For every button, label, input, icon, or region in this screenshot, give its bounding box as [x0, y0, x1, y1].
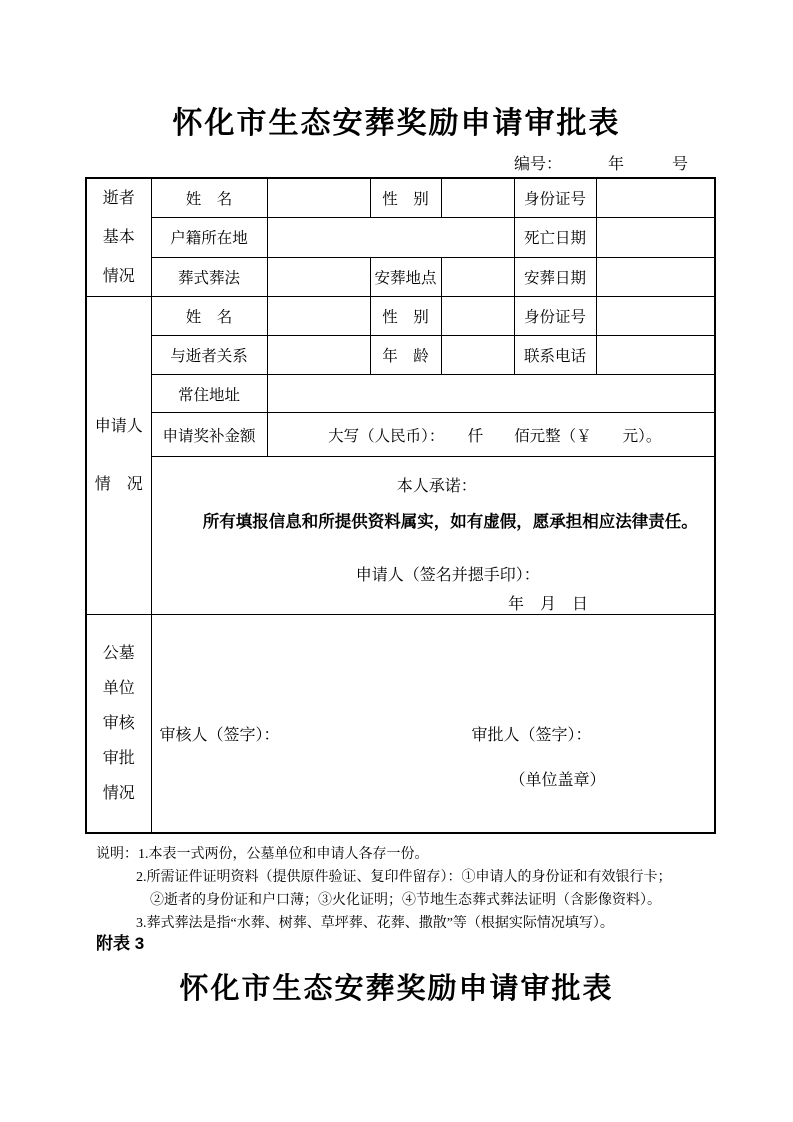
- table-row: [86, 257, 715, 296]
- note-line-4: 3.葬式葬法是指“水葬、树葬、草坪葬、花葬、撒散”等（根据实际情况填写）。: [136, 916, 614, 931]
- applicant-id-value-cell: [596, 297, 715, 336]
- relation-value-cell: [267, 336, 370, 375]
- commitment-date-label: 年 月 日: [507, 596, 588, 613]
- appendix-label: 附表 3: [96, 934, 145, 953]
- section-line: 审核: [102, 714, 135, 732]
- deceased-death-date-value-cell: [596, 217, 715, 257]
- commitment-intro: 本人承诺：: [396, 478, 477, 495]
- applicant-id-label: 身份证号: [514, 297, 596, 336]
- applicant-name-value-cell: [267, 297, 370, 336]
- relation-label: 与逝者关系: [151, 336, 267, 375]
- deceased-gender-label: 性 别: [370, 178, 441, 217]
- section-header-applicant: [86, 297, 151, 615]
- note-line-2: 2.所需证件证明资料（提供原件验证、复印件留存）：①申请人的身份证和有效银行卡；: [136, 870, 672, 885]
- deceased-id-label: 身份证号: [514, 178, 596, 217]
- commitment-statement: 所有填报信息和所提供资料属实，如有虚假，愿承担相应法律责任。: [202, 512, 698, 531]
- applicant-gender-label: 性 别: [370, 297, 441, 336]
- age-value-cell: [441, 336, 514, 375]
- amount-label: 申请奖补金额: [151, 413, 267, 457]
- section-line: 情 况: [94, 475, 143, 493]
- address-value-cell: [267, 375, 715, 413]
- notes-block: [96, 843, 756, 935]
- doc-title: 怀化市生态安葬奖励申请审批表: [172, 107, 621, 140]
- burial-method-value-cell: [267, 257, 370, 296]
- burial-date-label: 安葬日期: [514, 257, 596, 296]
- notes-label: 说明：: [96, 847, 138, 862]
- table-row: [86, 457, 715, 615]
- table-row: [86, 413, 715, 457]
- section-line: 申请人: [94, 417, 143, 435]
- burial-date-value-cell: [596, 257, 715, 296]
- applicant-name-label: 姓 名: [151, 297, 267, 336]
- phone-value-cell: [596, 336, 715, 375]
- burial-method-label: 葬式葬法: [151, 257, 267, 296]
- note-line-3: ②逝者的身份证和户口薄；③火化证明；④节地生态葬式葬法证明（含影像资料）。: [150, 893, 661, 908]
- serial-number-line: [85, 151, 714, 174]
- serial-year-label: 年: [607, 156, 624, 173]
- deceased-name-value-cell: [267, 178, 370, 217]
- commitment-cell: [151, 457, 715, 615]
- section-line: 情况: [102, 784, 135, 802]
- unit-seal-label: （单位盖章）: [509, 772, 606, 789]
- footer-doc-title: 怀化市生态安葬奖励申请审批表: [179, 973, 614, 1005]
- note-line-1: 说明：1.本表一式两份，公墓单位和申请人各存一份。: [96, 847, 429, 862]
- section-line: 公墓: [102, 644, 135, 662]
- section-line: 情况: [102, 268, 135, 285]
- table-row: [86, 178, 715, 217]
- burial-place-label: 安葬地点: [370, 257, 441, 296]
- table-row: [86, 375, 715, 413]
- application-form-table: [85, 177, 716, 834]
- serial-label: 编号：: [513, 156, 562, 173]
- serial-no-label: 号: [671, 156, 688, 173]
- deceased-residence-label: 户籍所在地: [151, 217, 267, 257]
- table-row: [86, 615, 715, 833]
- address-label: 常住地址: [151, 375, 267, 413]
- deceased-id-value-cell: [596, 178, 715, 217]
- section-line: 单位: [102, 679, 135, 697]
- review-cell: [151, 615, 715, 833]
- table-row: [86, 217, 715, 257]
- burial-place-value-cell: [441, 257, 514, 296]
- age-label: 年 龄: [370, 336, 441, 375]
- deceased-name-label: 姓 名: [151, 178, 267, 217]
- approver-signature-label: 审批人（签字）：: [471, 727, 592, 744]
- table-row: [86, 297, 715, 336]
- section-header-deceased: [86, 178, 151, 297]
- deceased-residence-value-cell: [267, 217, 514, 257]
- amount-value-cell: 大写（人民币）： 仟 佰元整（￥ 元）。: [267, 413, 715, 457]
- reviewer-signature-label: 审核人（签字）：: [159, 727, 280, 744]
- deceased-gender-value-cell: [441, 178, 514, 217]
- deceased-death-date-label: 死亡日期: [514, 217, 596, 257]
- applicant-signature-label: 申请人（签名并摁手印）：: [355, 567, 540, 584]
- section-line: 逝者: [102, 190, 135, 207]
- table-row: [86, 336, 715, 375]
- section-line: 审批: [102, 749, 135, 767]
- section-line: 基本: [102, 229, 135, 246]
- applicant-gender-value-cell: [441, 297, 514, 336]
- section-header-review: [86, 615, 151, 833]
- phone-label: 联系电话: [514, 336, 596, 375]
